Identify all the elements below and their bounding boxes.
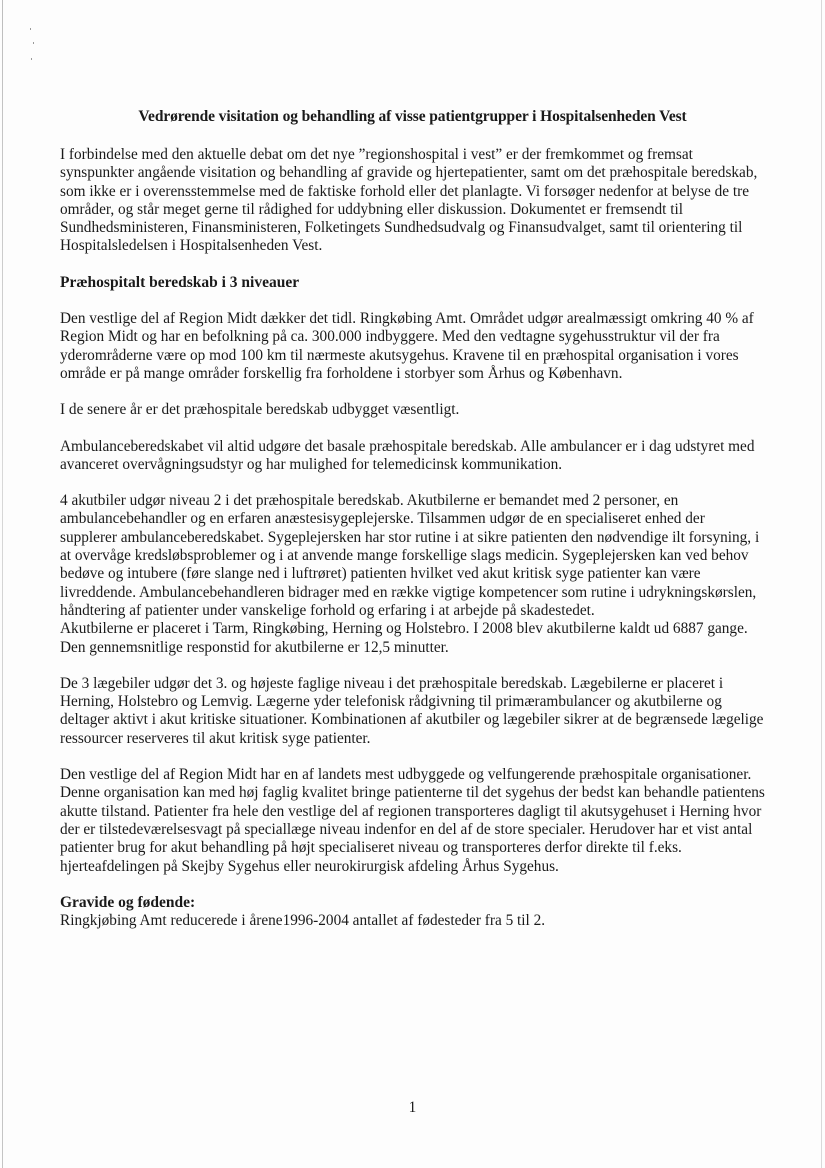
paragraph-akutbiler: 4 akutbiler udgør niveau 2 i det præhospitale beredskab. Akutbilerne er bemandet med 2 personer, en ambulancebehandler og en erfaren anæstesisygeplejerske. Tilsammen udgør de en specialiseret enhed der supplerer ambulanceberedskabet. Sygeplejersken har stor rutine i at sikre patienten den nødvendige ilt forsyning, i at overvåge kredsløbsproblemer og i at anvende mange forskellige slags medicin. Sygeplejersken kan ved behov bedøve og intubere (føre slange ned i luftrøret) patienten hvilket ved akut kritisk syge patienter kan være livreddende. Ambulancebehandleren bidrager med en række vigtige kompetencer som rutine i udrykningskørslen, håndtering af patienter under vanskelige forhold og erfaring i at arbejde på skadestedet. xyxy=(60,492,760,619)
paragraph-organisation: Den vestlige del af Region Midt har en af landets mest udbyggede og velfungerende præhospitale organisationer. Denne organisation kan med høj faglig kvalitet bringe patienterne til det sygehus der bedst kan behandle patientens akutte tilstand. Patienter fra hele den vestlige del af regionen transporteres dagligt til akutsygehuset i Herning hvor der er tilstedeværelsesvagt på speciallæge niveau indenfor en del af de store specialer. Herudover har et vist antal patienter brug for akut behandling på højt specialiseret niveau og transporteres derfor direkte til f.eks. hjerteafdelingen på Skejby Sygehus eller neurokirurgisk afdeling Århus Sygehus. xyxy=(60,766,765,875)
paragraph-ambulance: Ambulanceberedskabet vil altid udgøre det basale præhospitale beredskab. Alle ambulancer er i dag udstyret med avanceret overvågningsudstyr og har mulighed for telemedicinsk kommunikation. xyxy=(60,437,755,473)
paragraph-region: Den vestlige del af Region Midt dækker det tidl. Ringkøbing Amt. Området udgør arealmæssigt omkring 40 % af Region Midt og har en befolkning på ca. 300.000 indbyggere. Med den vedtagne sygehusstruktur vil der fra yderområderne være op mod 100 km til nærmeste akutsygehus. Kravene til en præhospital organisation i vores område er på mange områder forskellig fra forholdene i storbyer som Århus og København. xyxy=(60,310,754,382)
intro-paragraph: I forbindelse med den aktuelle debat om det nye ”regionshospital i vest” er der fremkommet og fremsat synspunkter angående visitation og behandling af gravide og hjertepatienter, samt om det præhospitale beredskab, som ikke er i overensstemmelse med de faktiske forhold eller det planlagte. Vi forsøger nedenfor at belyse de tre områder, og står meget gerne til rådighed for uddybning eller diskussion. Dokumentet er fremsendt til Sundhedsministeren, Finansministeren, Folketingets Sundhedsudvalg og Finansudvalget, samt til orientering til Hospitalsledelsen i Hospitalsenheden Vest. xyxy=(60,146,758,255)
paragraph-laegebiler: De 3 lægebiler udgør det 3. og højeste faglige niveau i det præhospitale beredskab. Lægebilerne er placeret i Herning, Holstebro og Lemvig. Lægerne yder telefonisk rådgivning til primærambulancer og akutbilerne og deltager aktivt i akut kritiske situationer. Kombinationen af akutbiler og lægebiler sikrer at de begrænsede lægelige ressourcer reserveres til akut kritisk syge patienter. xyxy=(60,674,764,747)
scan-edge xyxy=(821,0,822,1168)
scan-edge xyxy=(2,0,3,1168)
section-heading-pregnant: Gravide og fødende: xyxy=(60,893,196,911)
document-title: Vedrørende visitation og behandling af visse patientgrupper i Hospitalsenheden Vest xyxy=(138,108,687,125)
scan-specks xyxy=(28,28,40,68)
page-number: 1 xyxy=(408,1099,417,1116)
section-heading-prehospital: Præhospitalt beredskab i 3 niveauer xyxy=(60,273,300,291)
paragraph-expansion: I de senere år er det præhospitale beredskab udbygget væsentligt. xyxy=(60,401,460,419)
document-body xyxy=(60,108,765,948)
paragraph-birth-sites: Ringkjøbing Amt reducerede i årene1996-2004 antallet af fødesteder fra 5 til 2. xyxy=(60,912,546,930)
paragraph-akutbiler-placement: Akutbilerne er placeret i Tarm, Ringkøbing, Herning og Holstebro. I 2008 blev akutbilerne kaldt ud 6887 gange. Den gennemsnitlige responstid for akutbilerne er 12,5 minutter. xyxy=(60,620,748,656)
